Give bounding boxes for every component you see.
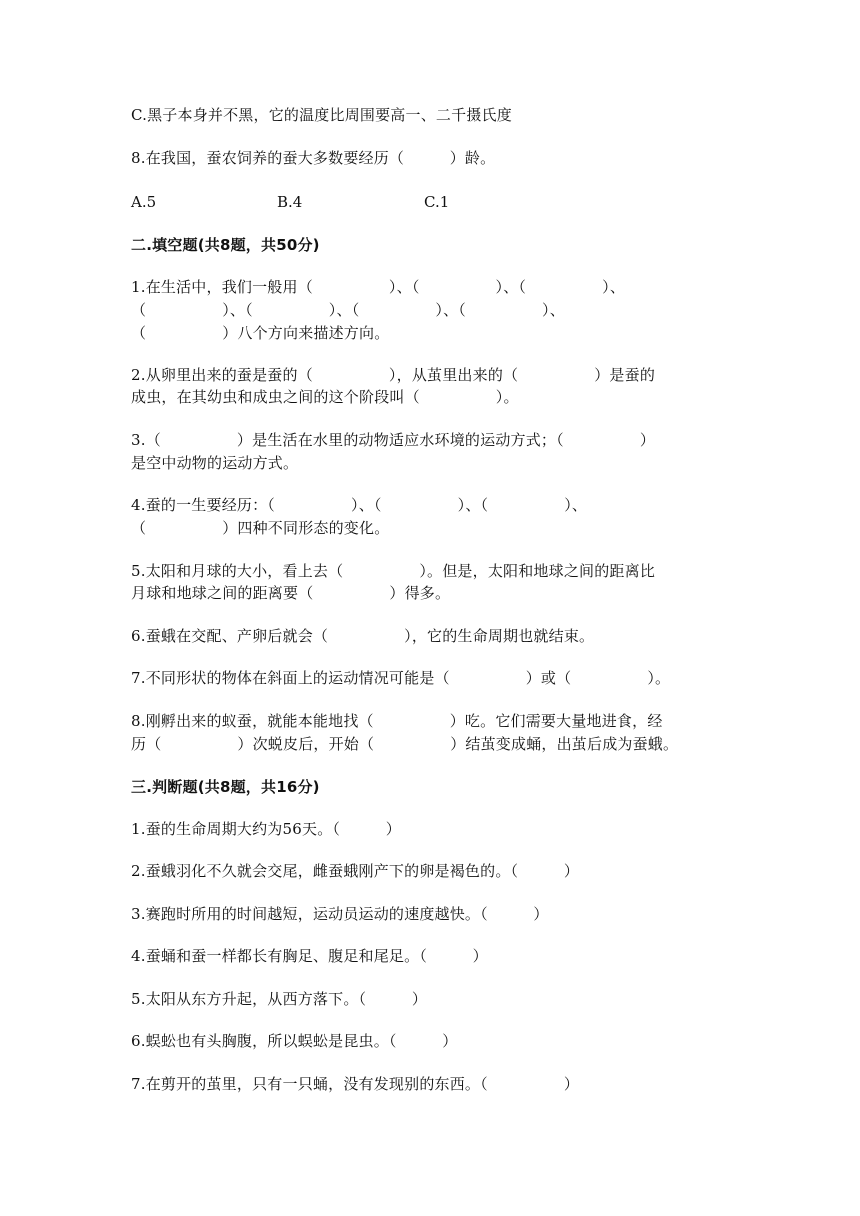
fill-q3-line2: 是空中动物的运动方式。 xyxy=(131,454,299,472)
fill-q5-line2: 月球和地球之间的距离要（ ）得多。 xyxy=(131,584,451,602)
section-true-false-heading: 三.判断题(共8题，共16分) xyxy=(131,778,320,796)
tf-q3: 3.赛跑时所用的时间越短，运动员运动的速度越快。（ ） xyxy=(131,905,549,923)
tf-q5: 5.太阳从东方升起，从西方落下。（ ） xyxy=(131,990,428,1008)
fill-q6: 6.蚕蛾在交配、产卵后就会（ ），它的生命周期也就结束。 xyxy=(131,627,595,645)
fill-q8-line2: 历（ ）次蜕皮后，开始（ ）结茧变成蛹，出茧后成为蚕蛾。 xyxy=(131,735,679,753)
q8-multiple-choice: 8.在我国，蚕农饲养的蚕大多数要经历（ ）龄。 xyxy=(131,149,496,167)
fill-q4-line2: （ ）四种不同形态的变化。 xyxy=(131,519,390,537)
fill-q1-line3: （ ）八个方向来描述方向。 xyxy=(131,324,390,342)
q8-option-c: C.1 xyxy=(424,193,450,211)
tf-q4: 4.蚕蛹和蚕一样都长有胸足、腹足和尾足。（ ） xyxy=(131,947,488,965)
fill-q2-line1: 2.从卵里出来的蚕是蚕的（ ），从茧里出来的（ ）是蚕的 xyxy=(131,366,656,384)
tf-q2: 2.蚕蛾羽化不久就会交尾，雌蚕蛾刚产下的卵是褐色的。（ ） xyxy=(131,862,580,880)
q7-option-c: C.黑子本身并不黑，它的温度比周围要高一、二千摄氏度 xyxy=(131,106,512,124)
fill-q3-line1: 3.（ ）是生活在水里的动物适应水环境的运动方式；（ ） xyxy=(131,431,656,449)
section-fill-in-heading: 二.填空题(共8题，共50分) xyxy=(131,236,320,254)
fill-q8-line1: 8.刚孵出来的蚁蚕，就能本能地找（ ）吃。它们需要大量地进食，经 xyxy=(131,712,663,730)
tf-q6: 6.蜈蚣也有头胸腹，所以蜈蚣是昆虫。（ ） xyxy=(131,1032,458,1050)
fill-q1-line1: 1.在生活中，我们一般用（ ）、（ ）、（ ）、 xyxy=(131,278,626,296)
fill-q1-line2: （ ）、（ ）、（ ）、（ ）、 xyxy=(131,301,565,319)
q8-option-a: A.5 xyxy=(131,193,157,211)
fill-q7: 7.不同形状的物体在斜面上的运动情况可能是（ ）或（ ）。 xyxy=(131,669,671,687)
tf-q7: 7.在剪开的茧里，只有一只蛹，没有发现别的东西。（ ） xyxy=(131,1075,580,1093)
tf-q1: 1.蚕的生命周期大约为56天。（ ） xyxy=(131,820,401,838)
fill-q5-line1: 5.太阳和月球的大小，看上去（ ）。但是，太阳和地球之间的距离比 xyxy=(131,562,656,580)
fill-q2-line2: 成虫，在其幼虫和成虫之间的这个阶段叫（ ）。 xyxy=(131,388,519,406)
q8-option-b: B.4 xyxy=(277,193,303,211)
fill-q4-line1: 4.蚕的一生要经历：（ ）、（ ）、（ ）、 xyxy=(131,496,588,514)
